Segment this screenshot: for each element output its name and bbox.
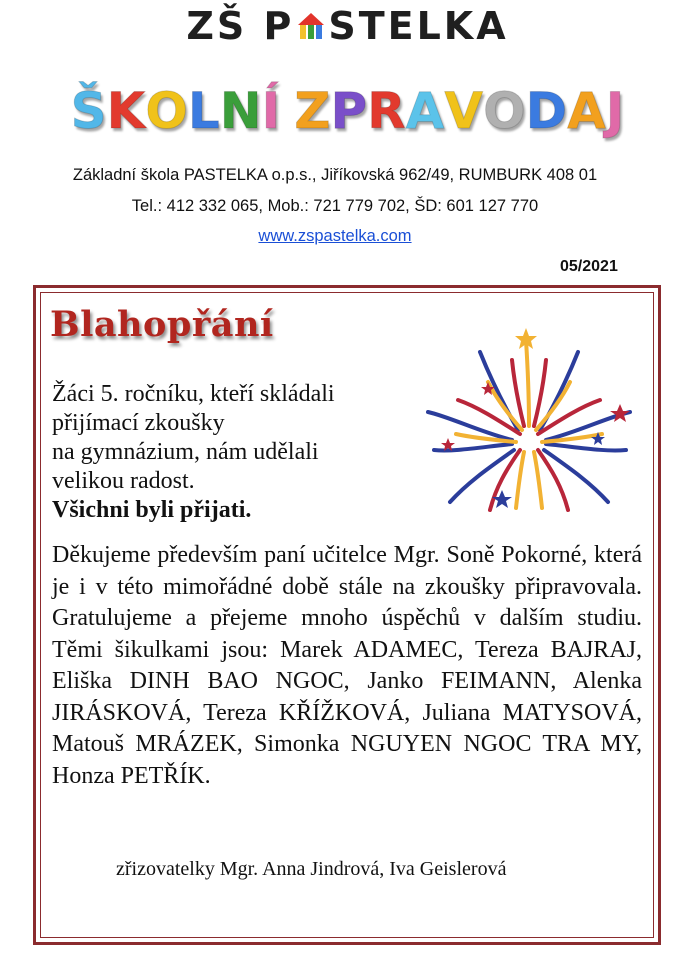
title-letter: Š: [70, 82, 107, 140]
title-letter: D: [525, 82, 568, 140]
intro-bold-line: Všichni byli přijati.: [52, 497, 252, 523]
title-letter: O: [145, 82, 188, 140]
logo-text-right: STELKA: [328, 4, 509, 48]
title-letter: K: [106, 82, 146, 140]
intro-line: velikou radost.: [52, 468, 195, 494]
title-letter: R: [367, 82, 406, 140]
intro-line: přijímací zkoušky: [52, 410, 225, 436]
title-letter: O: [483, 82, 526, 140]
fireworks-illustration: [420, 322, 640, 522]
article-body: Děkujeme především paní učitelce Mgr. Soně Pokorné, která je i v této mimořádné době stále na zkoušky připravovala. Gratulujeme a přejeme mnoho úspěchů v dalším studiu. Těmi šikulkami jsou: Marek ADAMEC, Tereza BAJRAJ, Eliška DINH BAO NGOC, Janko FEIMANN, Alenka JIRÁSKOVÁ, Tereza KŘÍŽKOVÁ, Juliana MATYSOVÁ, Matouš MRÁZEK, Simonka NGUYEN NGOC TRA MY, Honza PETŘÍK.: [52, 542, 642, 789]
intro-paragraph: [52, 380, 412, 525]
article-signature: zřizovatelky Mgr. Anna Jindrová, Iva Geislerová: [116, 858, 507, 880]
title-letter: L: [187, 82, 220, 140]
issue-number: 05/2021: [560, 258, 618, 275]
school-contacts: Tel.: 412 332 065, Mob.: 721 779 702, ŠD: 601 127 770: [131, 197, 539, 215]
title-letter: V: [444, 82, 484, 140]
title-letter: [280, 76, 294, 146]
intro-line: na gymnázium, nám udělali: [52, 439, 319, 465]
newsletter-title: [0, 76, 695, 146]
title-letter: N: [219, 82, 262, 140]
website-link[interactable]: www.zspastelka.com: [258, 227, 412, 245]
title-letter: J: [605, 82, 625, 140]
logo-text-left: ZŠ P: [186, 4, 295, 48]
website-line: [0, 227, 670, 246]
title-letter: P: [330, 82, 368, 140]
house-icon: [296, 6, 326, 36]
article-heading: Blahopřání: [50, 304, 274, 345]
title-letter: Í: [261, 82, 281, 140]
school-address: Základní škola PASTELKA o.p.s., Jiříkovská 962/49, RUMBURK 408 01: [72, 166, 598, 184]
title-letter: A: [405, 82, 445, 140]
title-letter: Z: [294, 82, 331, 140]
school-logo: [0, 4, 695, 48]
title-letter: A: [567, 82, 606, 140]
intro-line: Žáci 5. ročníku, kteří skládali: [52, 381, 335, 407]
